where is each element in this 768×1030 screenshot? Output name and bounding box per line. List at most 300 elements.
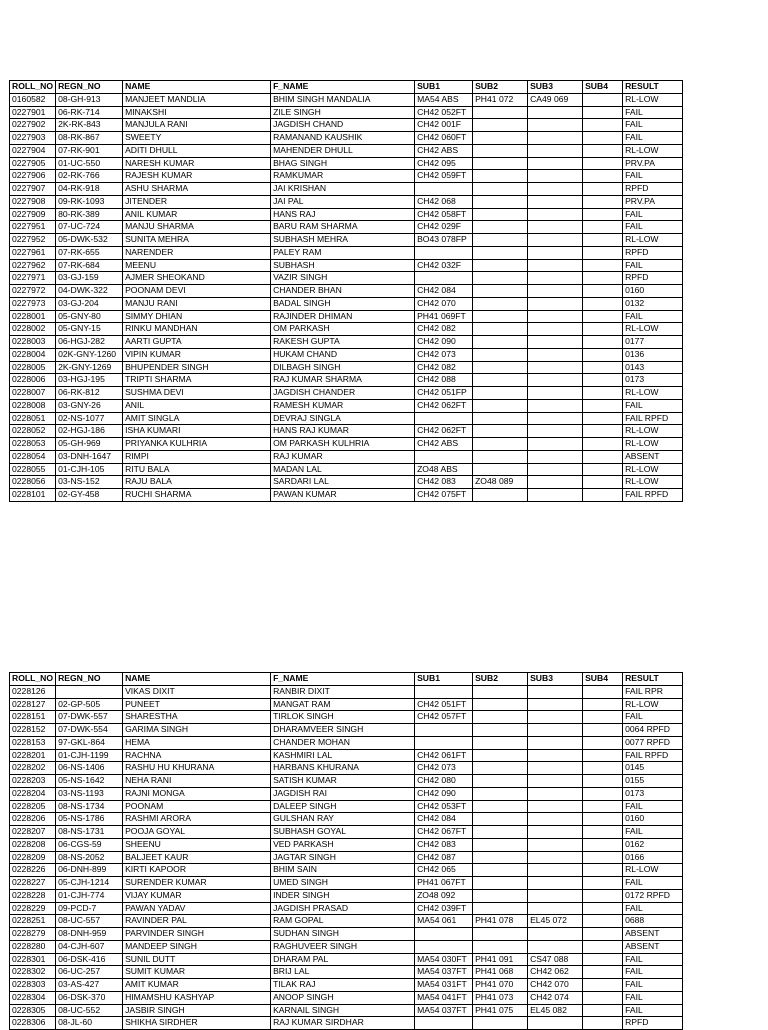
roll-no-cell: 0228306 (10, 1017, 56, 1030)
sub2-cell (473, 438, 528, 451)
name-cell: AMIT KUMAR (123, 979, 271, 992)
regn-no-cell: 07-RK-901 (56, 144, 123, 157)
father-name-cell: CHANDER BHAN (271, 285, 415, 298)
table-row (10, 463, 683, 476)
sub3-cell (528, 246, 583, 259)
result-cell: RPFD (623, 183, 683, 196)
sub1-cell: CH42 070 (415, 297, 473, 310)
sub2-cell (473, 940, 528, 953)
sub2-cell (473, 221, 528, 234)
sub2-cell (473, 285, 528, 298)
regn-no-cell: 02K-GNY-1260 (56, 348, 123, 361)
name-cell: NEHA RANI (123, 775, 271, 788)
regn-no-cell: 06-CGS-59 (56, 838, 123, 851)
regn-no-cell: 01-CJH-105 (56, 463, 123, 476)
sub4-cell (583, 208, 623, 221)
roll-no-cell: 0228052 (10, 425, 56, 438)
sub1-cell: CH42 080 (415, 775, 473, 788)
regn-no-cell: 05-DWK-532 (56, 234, 123, 247)
sub1-cell: CH42 058FT (415, 208, 473, 221)
sub2-cell (473, 412, 528, 425)
result-cell: ABSENT (623, 940, 683, 953)
sub1-cell: CH42 057FT (415, 711, 473, 724)
sub1-cell (415, 183, 473, 196)
regn-no-cell: 02-RK-766 (56, 170, 123, 183)
table-row (10, 195, 683, 208)
table-body (10, 685, 683, 1029)
sub3-cell (528, 826, 583, 839)
sub2-cell (473, 1017, 528, 1030)
father-name-cell: RAJ KUMAR SIRDHAR (271, 1017, 415, 1030)
sub4-cell (583, 387, 623, 400)
name-cell: VIKAS DIXIT (123, 685, 271, 698)
sub1-cell: CH42 051FP (415, 387, 473, 400)
father-name-cell: OM PARKASH KULHRIA (271, 438, 415, 451)
roll-no-cell: 0228208 (10, 838, 56, 851)
result-cell: 0177 (623, 336, 683, 349)
result-cell: 0143 (623, 361, 683, 374)
roll-no-cell: 0228053 (10, 438, 56, 451)
roll-no-cell: 0228206 (10, 813, 56, 826)
sub4-cell (583, 698, 623, 711)
regn-no-cell: 07-DWK-554 (56, 724, 123, 737)
name-cell: AARTI GUPTA (123, 336, 271, 349)
sub4-cell (583, 489, 623, 502)
roll-no-cell: 0228055 (10, 463, 56, 476)
sub3-cell (528, 736, 583, 749)
table-row (10, 928, 683, 941)
roll-no-cell: 0228251 (10, 915, 56, 928)
result-cell: FAIL (623, 902, 683, 915)
sub4-cell (583, 979, 623, 992)
table-row (10, 489, 683, 502)
father-name-cell: DEVRAJ SINGLA (271, 412, 415, 425)
sub3-cell (528, 450, 583, 463)
sub3-cell (528, 272, 583, 285)
sub3-cell (528, 685, 583, 698)
sub4-cell (583, 144, 623, 157)
roll-no-cell: 0227952 (10, 234, 56, 247)
sub3-cell (528, 208, 583, 221)
regn-no-cell: 08-JL-60 (56, 1017, 123, 1030)
regn-no-cell: 80-RK-389 (56, 208, 123, 221)
sub3-cell (528, 234, 583, 247)
sub1-cell: CH42 068 (415, 195, 473, 208)
father-name-cell: SUBHASH (271, 259, 415, 272)
result-cell: 0160 (623, 813, 683, 826)
result-cell: 0077 RPFD (623, 736, 683, 749)
sub1-cell: CH42 084 (415, 285, 473, 298)
regn-no-cell: 05-NS-1786 (56, 813, 123, 826)
sub4-cell (583, 1017, 623, 1030)
name-cell: MANJU SHARMA (123, 221, 271, 234)
sub4-cell (583, 310, 623, 323)
roll-no-cell: 0228002 (10, 323, 56, 336)
sub4-cell (583, 438, 623, 451)
table-row (10, 800, 683, 813)
sub3-cell (528, 838, 583, 851)
table-row (10, 953, 683, 966)
roll-no-cell: 0228207 (10, 826, 56, 839)
regn-no-cell: 07-DWK-557 (56, 711, 123, 724)
sub1-cell (415, 246, 473, 259)
table-row (10, 762, 683, 775)
result-cell: 0136 (623, 348, 683, 361)
roll-no-cell: 0228004 (10, 348, 56, 361)
table-row (10, 323, 683, 336)
regn-no-cell: 03-GJ-204 (56, 297, 123, 310)
sub2-cell (473, 387, 528, 400)
father-name-cell: OM PARKASH (271, 323, 415, 336)
sub2-cell (473, 361, 528, 374)
result-cell: PRV.PA (623, 157, 683, 170)
sub2-cell (473, 928, 528, 941)
sub4-cell (583, 928, 623, 941)
regn-no-cell: 05-CJH-1214 (56, 877, 123, 890)
regn-no-cell: 07-RK-684 (56, 259, 123, 272)
sub2-cell (473, 310, 528, 323)
roll-no-cell: 0227901 (10, 106, 56, 119)
sub2-cell (473, 877, 528, 890)
result-cell: FAIL RPFD (623, 412, 683, 425)
result-cell: FAIL RPFD (623, 749, 683, 762)
sub1-cell: CH42 075FT (415, 489, 473, 502)
table-row (10, 399, 683, 412)
sub1-cell: MA54 030FT (415, 953, 473, 966)
regn-no-cell: 02-GY-458 (56, 489, 123, 502)
father-name-cell: JAGDISH RAI (271, 787, 415, 800)
regn-no-cell: 02-HGJ-186 (56, 425, 123, 438)
roll-no-cell: 0228304 (10, 991, 56, 1004)
result-cell: RL-LOW (623, 387, 683, 400)
sub3-cell (528, 361, 583, 374)
sub1-cell: CH42 053FT (415, 800, 473, 813)
father-name-cell: MANGAT RAM (271, 698, 415, 711)
regn-no-cell: 06-RK-714 (56, 106, 123, 119)
roll-no-cell: 0227951 (10, 221, 56, 234)
sub4-cell (583, 374, 623, 387)
roll-no-cell: 0228209 (10, 851, 56, 864)
result-cell: 0160 (623, 285, 683, 298)
sub2-cell (473, 297, 528, 310)
sub3-cell (528, 1017, 583, 1030)
name-cell: JASBIR SINGH (123, 1004, 271, 1017)
father-name-cell: GULSHAN RAY (271, 813, 415, 826)
table-row (10, 170, 683, 183)
sub1-cell: CH42 087 (415, 851, 473, 864)
sub3-cell (528, 285, 583, 298)
regn-no-cell: 01-CJH-1199 (56, 749, 123, 762)
regn-no-cell: 07-RK-655 (56, 246, 123, 259)
name-cell: SUMIT KUMAR (123, 966, 271, 979)
name-cell: SURENDER KUMAR (123, 877, 271, 890)
regn-no-cell: 08-GH-913 (56, 93, 123, 106)
regn-no-cell: 03-NS-152 (56, 476, 123, 489)
table-row (10, 787, 683, 800)
roll-no-cell: 0228051 (10, 412, 56, 425)
result-cell: FAIL (623, 826, 683, 839)
sub1-cell: CH42 095 (415, 157, 473, 170)
regn-no-cell: 04-DWK-322 (56, 285, 123, 298)
sub1-cell: CH42 ABS (415, 144, 473, 157)
sub2-cell (473, 425, 528, 438)
regn-no-cell: 03-HGJ-195 (56, 374, 123, 387)
sub4-cell (583, 336, 623, 349)
table-row (10, 838, 683, 851)
sub2-cell: ZO48 089 (473, 476, 528, 489)
regn-no-cell: 97-GKL-864 (56, 736, 123, 749)
roll-no-cell: 0227972 (10, 285, 56, 298)
sub3-cell (528, 297, 583, 310)
sub2-cell (473, 902, 528, 915)
sub4-cell (583, 119, 623, 132)
sub3-cell (528, 928, 583, 941)
sub2-cell: PH41 072 (473, 93, 528, 106)
sub2-cell (473, 813, 528, 826)
result-cell: 0064 RPFD (623, 724, 683, 737)
sub3-cell (528, 170, 583, 183)
sub3-cell (528, 889, 583, 902)
sub2-cell (473, 144, 528, 157)
table-row (10, 864, 683, 877)
sub4-cell (583, 246, 623, 259)
sub2-cell (473, 157, 528, 170)
father-name-cell: JAGDISH PRASAD (271, 902, 415, 915)
sub4-cell (583, 813, 623, 826)
name-cell: MANJULA RANI (123, 119, 271, 132)
father-name-cell: PALEY RAM (271, 246, 415, 259)
regn-no-cell: 2K-GNY-1269 (56, 361, 123, 374)
roll-no-cell: 0227973 (10, 297, 56, 310)
table-row (10, 979, 683, 992)
father-name-cell: RAMKUMAR (271, 170, 415, 183)
sub1-cell (415, 450, 473, 463)
father-name-cell: BHAG SINGH (271, 157, 415, 170)
sub3-cell (528, 749, 583, 762)
father-name-cell: DHARAM PAL (271, 953, 415, 966)
name-cell: POONAM (123, 800, 271, 813)
table-row (10, 272, 683, 285)
sub4-cell (583, 170, 623, 183)
sub3-cell (528, 106, 583, 119)
sub4-cell (583, 93, 623, 106)
sub1-cell: MA54 061 (415, 915, 473, 928)
father-name-cell: DALEEP SINGH (271, 800, 415, 813)
name-cell: BHUPENDER SINGH (123, 361, 271, 374)
sub3-cell (528, 374, 583, 387)
sub3-cell: CH42 062 (528, 966, 583, 979)
name-cell: SUSHMA DEVI (123, 387, 271, 400)
result-cell: RL-LOW (623, 144, 683, 157)
sub1-cell: CH42 088 (415, 374, 473, 387)
sub3-cell (528, 864, 583, 877)
table-row (10, 246, 683, 259)
sub4-cell (583, 775, 623, 788)
regn-no-cell: 03-GJ-159 (56, 272, 123, 285)
roll-no-cell: 0228007 (10, 387, 56, 400)
father-name-cell: ANOOP SINGH (271, 991, 415, 1004)
name-cell: MEENU (123, 259, 271, 272)
sub4-cell (583, 183, 623, 196)
sub3-cell (528, 940, 583, 953)
name-cell: MINAKSHI (123, 106, 271, 119)
sub1-cell: PH41 067FT (415, 877, 473, 890)
sub3-cell: EL45 082 (528, 1004, 583, 1017)
result-cell: 0155 (623, 775, 683, 788)
sub1-cell (415, 724, 473, 737)
column-header: REGN_NO (56, 673, 123, 686)
name-cell: PRIYANKA KULHRIA (123, 438, 271, 451)
table-row (10, 234, 683, 247)
sub1-cell: CH42 084 (415, 813, 473, 826)
table-row (10, 348, 683, 361)
result-cell: RL-LOW (623, 438, 683, 451)
sub3-cell (528, 800, 583, 813)
sub1-cell: CH42 052FT (415, 106, 473, 119)
name-cell: POOJA GOYAL (123, 826, 271, 839)
sub1-cell: CH42 073 (415, 348, 473, 361)
roll-no-cell: 0228001 (10, 310, 56, 323)
father-name-cell: JAI KRISHAN (271, 183, 415, 196)
roll-no-cell: 0228280 (10, 940, 56, 953)
name-cell: VIPIN KUMAR (123, 348, 271, 361)
roll-no-cell: 0228201 (10, 749, 56, 762)
name-cell: HEMA (123, 736, 271, 749)
table-row (10, 851, 683, 864)
name-cell: ANIL (123, 399, 271, 412)
name-cell: MANJU RANI (123, 297, 271, 310)
regn-no-cell: 03-AS-427 (56, 979, 123, 992)
sub4-cell (583, 724, 623, 737)
column-header: SUB1 (415, 673, 473, 686)
roll-no-cell: 0227908 (10, 195, 56, 208)
sub1-cell: BO43 078FP (415, 234, 473, 247)
sub1-cell: CH42 059FT (415, 170, 473, 183)
sub4-cell (583, 234, 623, 247)
table-row (10, 221, 683, 234)
regn-no-cell: 06-DSK-370 (56, 991, 123, 1004)
father-name-cell: JAGDISH CHAND (271, 119, 415, 132)
sub2-cell (473, 336, 528, 349)
roll-no-cell: 0227903 (10, 132, 56, 145)
regn-no-cell: 04-CJH-607 (56, 940, 123, 953)
result-cell: FAIL RPFD (623, 489, 683, 502)
father-name-cell: RAMESH KUMAR (271, 399, 415, 412)
regn-no-cell: 06-HGJ-282 (56, 336, 123, 349)
roll-no-cell: 0228003 (10, 336, 56, 349)
table-row (10, 1017, 683, 1030)
sub3-cell: EL45 072 (528, 915, 583, 928)
father-name-cell: BHIM SAIN (271, 864, 415, 877)
sub3-cell (528, 183, 583, 196)
column-header: SUB1 (415, 81, 473, 94)
table-row (10, 310, 683, 323)
table-row (10, 476, 683, 489)
result-cell: FAIL (623, 310, 683, 323)
name-cell: KIRTI KAPOOR (123, 864, 271, 877)
sub4-cell (583, 272, 623, 285)
result-cell: ABSENT (623, 928, 683, 941)
roll-no-cell: 0227906 (10, 170, 56, 183)
father-name-cell: BHIM SINGH MANDALIA (271, 93, 415, 106)
father-name-cell: BADAL SINGH (271, 297, 415, 310)
sub3-cell (528, 310, 583, 323)
sub2-cell (473, 698, 528, 711)
sub2-cell (473, 119, 528, 132)
table-row (10, 157, 683, 170)
table-row (10, 813, 683, 826)
sub4-cell (583, 132, 623, 145)
sub4-cell (583, 1004, 623, 1017)
regn-no-cell: 08-UC-557 (56, 915, 123, 928)
table-row (10, 183, 683, 196)
father-name-cell: SATISH KUMAR (271, 775, 415, 788)
table-row (10, 425, 683, 438)
sub4-cell (583, 877, 623, 890)
regn-no-cell: 2K-RK-843 (56, 119, 123, 132)
roll-no-cell: 0228005 (10, 361, 56, 374)
sub4-cell (583, 736, 623, 749)
sub2-cell: PH41 075 (473, 1004, 528, 1017)
result-cell: RL-LOW (623, 463, 683, 476)
sub3-cell (528, 711, 583, 724)
regn-no-cell: 09-RK-1093 (56, 195, 123, 208)
name-cell: SUNIL DUTT (123, 953, 271, 966)
sub1-cell (415, 940, 473, 953)
result-cell: FAIL (623, 991, 683, 1004)
table-row (10, 749, 683, 762)
sub3-cell (528, 698, 583, 711)
sub2-cell (473, 195, 528, 208)
table-row (10, 387, 683, 400)
result-cell: RL-LOW (623, 476, 683, 489)
sub4-cell (583, 399, 623, 412)
roll-no-cell: 0228127 (10, 698, 56, 711)
sub1-cell: CH42 029F (415, 221, 473, 234)
sub4-cell (583, 425, 623, 438)
roll-no-cell: 0228152 (10, 724, 56, 737)
sub4-cell (583, 323, 623, 336)
father-name-cell: RANBIR DIXIT (271, 685, 415, 698)
name-cell: VIJAY KUMAR (123, 889, 271, 902)
roll-no-cell: 0228226 (10, 864, 56, 877)
sub3-cell (528, 323, 583, 336)
table-row (10, 374, 683, 387)
regn-no-cell: 03-GNY-26 (56, 399, 123, 412)
roll-no-cell: 0228153 (10, 736, 56, 749)
roll-no-cell: 0227909 (10, 208, 56, 221)
sub2-cell (473, 736, 528, 749)
sub1-cell: ZO48 092 (415, 889, 473, 902)
sub4-cell (583, 826, 623, 839)
sub2-cell: PH41 091 (473, 953, 528, 966)
sub2-cell: PH41 068 (473, 966, 528, 979)
father-name-cell: KASHMIRI LAL (271, 749, 415, 762)
sub3-cell: CH42 074 (528, 991, 583, 1004)
regn-no-cell: 03-DNH-1647 (56, 450, 123, 463)
sub2-cell (473, 851, 528, 864)
sub3-cell (528, 438, 583, 451)
father-name-cell: RAM GOPAL (271, 915, 415, 928)
table-row (10, 940, 683, 953)
sub1-cell: CH42 090 (415, 336, 473, 349)
sub1-cell: CH42 062FT (415, 399, 473, 412)
sub2-cell: PH41 073 (473, 991, 528, 1004)
column-header: ROLL_NO (10, 81, 56, 94)
father-name-cell: HANS RAJ (271, 208, 415, 221)
father-name-cell: VAZIR SINGH (271, 272, 415, 285)
sub2-cell (473, 826, 528, 839)
